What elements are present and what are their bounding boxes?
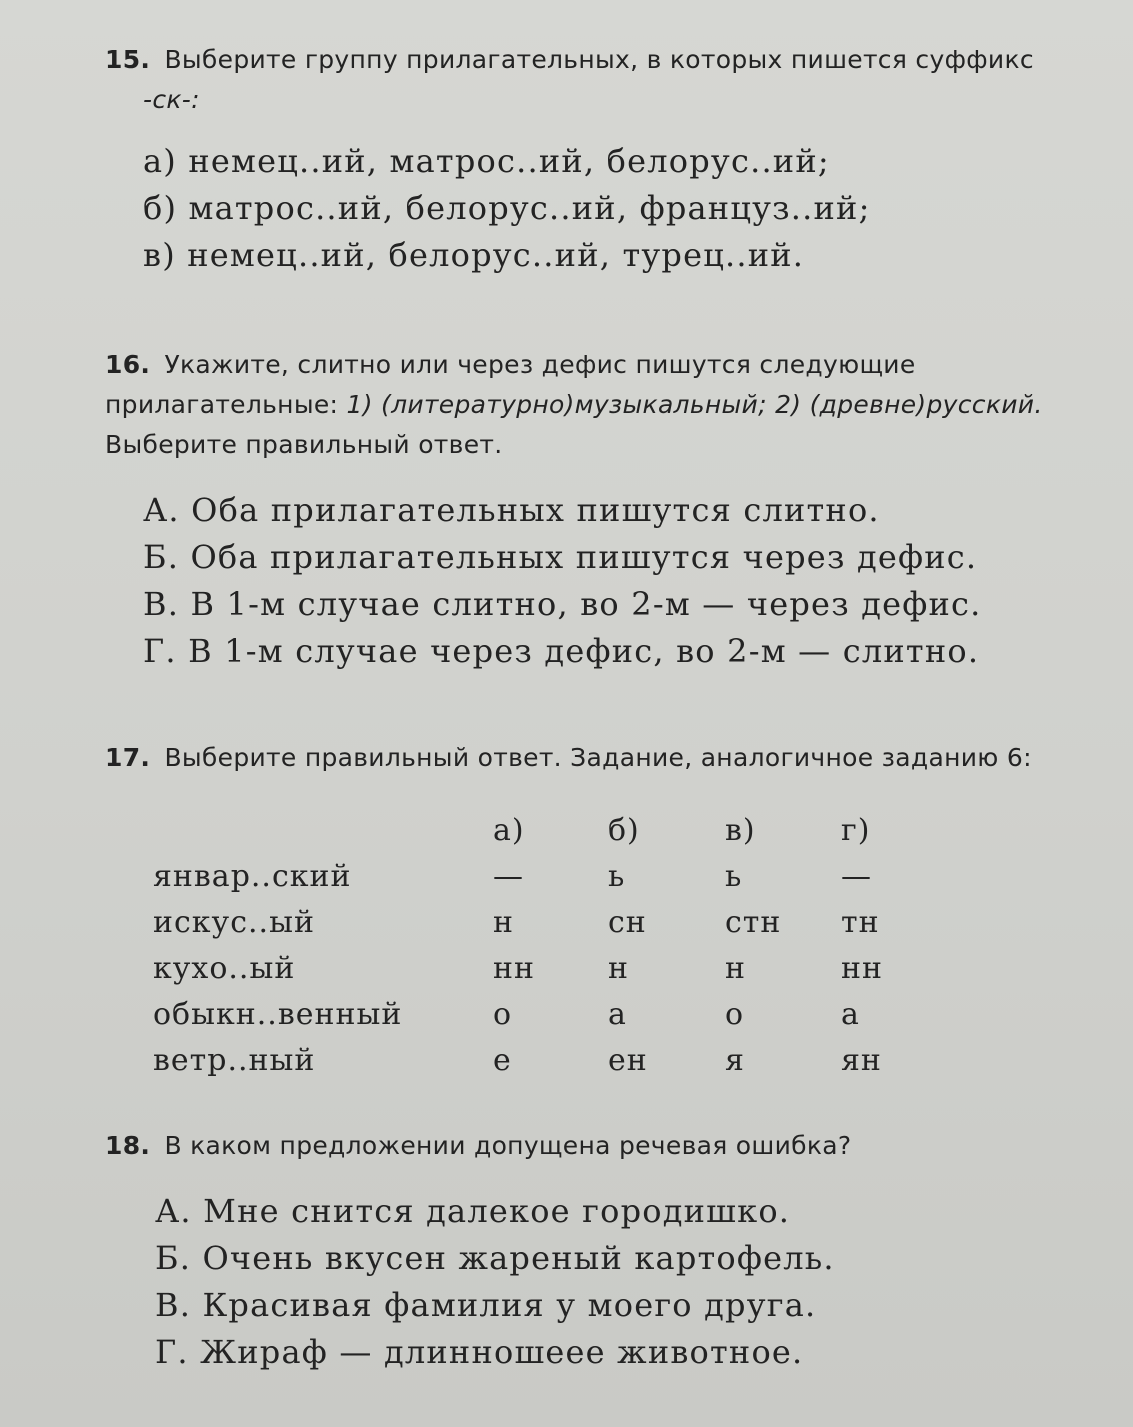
column-header-v: в) <box>725 813 756 848</box>
table-cell: ен <box>608 1043 648 1078</box>
column-header-g: г) <box>841 813 871 848</box>
table-cell: а <box>608 997 627 1032</box>
option-v: В. Красивая фамилия у моего друга. <box>155 1286 817 1324</box>
task-18 <box>105 1126 1110 1376</box>
task-number: 15. <box>105 45 151 74</box>
row-word: кухо..ый <box>153 951 296 986</box>
table-cell: — <box>841 859 872 894</box>
option-b: Б. Оба прилагательных пишутся через дефис. <box>143 538 978 576</box>
table-cell: я <box>725 1043 745 1078</box>
task-15-options <box>105 138 1110 279</box>
option-b: Б. Очень вкусен жареный картофель. <box>155 1239 835 1277</box>
table-cell: стн <box>725 905 782 940</box>
option-a: а) немец..ий, матрос..ий, белорус..ий; <box>143 142 830 180</box>
task-15-question <box>105 40 1110 120</box>
table-cell: о <box>493 997 513 1032</box>
table-cell: н <box>608 951 629 986</box>
option-a: А. Мне снится далекое городишко. <box>155 1192 791 1230</box>
column-header-b: б) <box>608 813 640 848</box>
task-18-question <box>105 1126 1110 1166</box>
table-cell: сн <box>608 905 647 940</box>
question-text: Выберите группу прилагательных, в которых пишется суффикс <box>164 45 1034 74</box>
task-16 <box>105 345 1110 675</box>
option-g: Г. В 1-м случае через дефис, во 2-м — слитно. <box>143 632 980 670</box>
question-end-text: Выберите правильный ответ. <box>105 430 503 459</box>
option-v: В. В 1-м случае слитно, во 2-м — через дефис. <box>143 585 982 623</box>
question-text: Укажите, слитно или через дефис пишутся следующие прилагательные: <box>105 350 916 419</box>
question-text: Выберите правильный ответ. Задание, аналогичное заданию 6: <box>164 743 1032 772</box>
table-cell: тн <box>841 905 880 940</box>
task-18-options <box>105 1188 1110 1376</box>
task-15 <box>105 40 1110 279</box>
table-cell: е <box>493 1043 512 1078</box>
option-a: А. Оба прилагательных пишутся слитно. <box>143 491 880 529</box>
table-cell: н <box>725 951 746 986</box>
table-cell: нн <box>841 951 883 986</box>
suffix-text: -ск-: <box>143 85 200 114</box>
option-g: Г. Жираф — длинношеее животное. <box>155 1333 804 1371</box>
row-word: искус..ый <box>153 905 315 940</box>
question-italic-text: 1) (литературно)музыкальный; 2) (древне)русский. <box>346 390 1043 419</box>
task-16-options <box>105 487 1110 675</box>
task-number: 16. <box>105 350 151 379</box>
row-word: январ..ский <box>153 859 352 894</box>
table-cell: нн <box>493 951 535 986</box>
task-17-question <box>105 738 1110 778</box>
option-b: б) матрос..ий, белорус..ий, француз..ий; <box>143 189 871 227</box>
task-number: 18. <box>105 1131 151 1160</box>
task-16-question <box>105 345 1110 465</box>
table-cell: о <box>725 997 745 1032</box>
table-cell: н <box>493 905 514 940</box>
table-cell: ян <box>841 1043 882 1078</box>
row-word: ветр..ный <box>153 1043 316 1078</box>
table-cell: — <box>493 859 524 894</box>
task-number: 17. <box>105 743 151 772</box>
table-cell: а <box>841 997 860 1032</box>
option-c: в) немец..ий, белорус..ий, турец..ий. <box>143 236 805 274</box>
column-header-a: а) <box>493 813 525 848</box>
task-17 <box>105 738 1110 1108</box>
question-text: В каком предложении допущена речевая ошибка? <box>164 1131 852 1160</box>
row-word: обыкн..венный <box>153 997 403 1032</box>
table-cell: ь <box>608 859 626 894</box>
table-cell: ь <box>725 859 743 894</box>
